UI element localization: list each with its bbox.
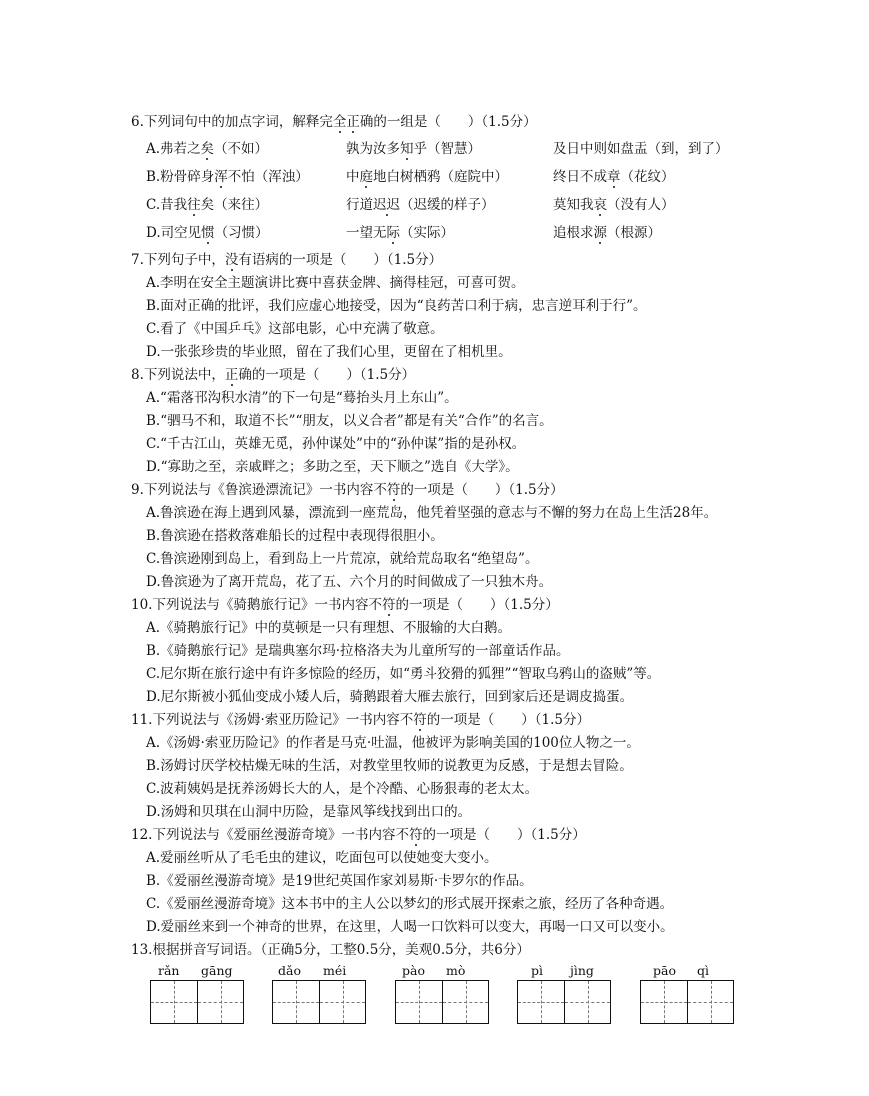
pinyin-label: jìng (570, 963, 594, 978)
q8-option-a: A.“霜落邗沟积水清”的下一句是“蓦抬头月上东山”。 (146, 390, 458, 406)
q6-option-d1: D.司空见惯（习惯） (146, 225, 269, 241)
q6-option-b2: 中庭地白树栖鸦（庭院中） (346, 169, 508, 185)
q9-option-b: B.鲁滨逊在搭救落难船长的过程中表现得很胆小。 (146, 528, 444, 544)
q9-stem: 9.下列说法与《鲁滨逊漂流记》一书内容不符的一项是（ ）（1.5分） (131, 482, 564, 498)
q6-option-b1: B.粉骨碎身浑不怕（浑浊） (146, 169, 309, 185)
pinyin-label: pāo (653, 963, 676, 978)
pinyin-label: qì (697, 963, 709, 978)
q7-option-a: A.李明在安全主题演讲比赛中喜获金牌、摘得桂冠，可喜可贺。 (146, 275, 525, 291)
q12-option-c: C.《爱丽丝漫游奇境》这本书中的主人公以梦幻的形式展开探索之旅，经历了各种奇遇。 (146, 896, 674, 912)
q8-option-b: B.“驷马不和，取道不长”“朋友，以义合者”都是有关“合作”的名言。 (146, 413, 553, 429)
writing-grid[interactable] (517, 980, 611, 1024)
q11-option-c: C.波莉姨妈是抚养汤姆长大的人，是个冷酷、心肠狠毒的老太太。 (146, 781, 539, 797)
q9-option-d: D.鲁滨逊为了离开荒岛，花了五、六个月的时间做成了一只独木舟。 (146, 574, 553, 590)
q10-option-d: D.尼尔斯被小狐仙变成小矮人后，骑鹅跟着大雁去旅行，回到家后还是调皮捣蛋。 (146, 689, 634, 705)
q7-option-d: D.一张张珍贵的毕业照，留在了我们心里，更留在了相机里。 (146, 344, 512, 360)
pinyin-label: rǎn (158, 963, 180, 978)
pinyin-label: mò (446, 963, 466, 978)
q10-option-c: C.尼尔斯在旅行途中有许多惊险的经历，如“勇斗狡猾的狐狸”“智取乌鸦山的盗贼”等。 (146, 666, 661, 682)
q11-option-b: B.汤姆讨厌学校枯燥无味的生活，对教堂里牧师的说教更为反感，于是想去冒险。 (146, 758, 633, 774)
q6-option-c3: 莫知我哀（没有人） (553, 197, 675, 213)
q10-option-b: B.《骑鹅旅行记》是瑞典塞尔玛·拉格洛夫为儿童所写的一部童话作品。 (146, 643, 570, 659)
writing-grid[interactable] (640, 980, 734, 1024)
pinyin-label: pì (531, 963, 543, 978)
pinyin-label: gāng (201, 963, 233, 978)
writing-grid[interactable] (150, 980, 244, 1024)
q6-stem: 6.下列词句中的加点字词，解释完全正确的一组是（ ）（1.5分） (131, 114, 537, 130)
q13-stem: 13.根据拼音写词语。（正确5分，工整0.5分，美观0.5分，共6分） (131, 942, 530, 958)
q8-option-c: C.“千古江山，英雄无觅，孙仲谋处”中的“孙仲谋”指的是孙权。 (146, 436, 526, 452)
q11-option-a: A.《汤姆·索亚历险记》的作者是马克·吐温，他被评为影响美国的100位人物之一。 (146, 735, 640, 751)
q6-option-a1: A.弗若之矣（不如） (146, 141, 269, 157)
q11-stem: 11.下列说法与《汤姆·索亚历险记》一书内容不符的一项是（ ）（1.5分） (131, 712, 590, 728)
q9-option-c: C.鲁滨逊刚到岛上，看到岛上一片荒凉，就给荒岛取名“绝望岛”。 (146, 551, 539, 567)
q6-option-d3: 追根求源（根源） (553, 225, 661, 241)
q10-option-a: A.《骑鹅旅行记》中的莫顿是一只有理想、不服输的大白鹅。 (146, 620, 512, 636)
writing-grid[interactable] (395, 980, 489, 1024)
pinyin-label: méi (323, 963, 347, 978)
pinyin-label: dǎo (278, 963, 301, 978)
q12-stem: 12.下列说法与《爱丽丝漫游奇境》一书内容不符的一项是（ ）（1.5分） (131, 827, 586, 843)
q6-option-d2: 一望无际（实际） (346, 225, 454, 241)
q12-option-d: D.爱丽丝来到一个神奇的世界，在这里，人喝一口饮料可以变大，再喝一口又可以变小。 (146, 919, 674, 935)
q6-option-c1: C.昔我往矣（来往） (146, 197, 269, 213)
q6-option-c2: 行道迟迟（迟缓的样子） (346, 197, 495, 213)
q8-stem: 8.下列说法中，正确的一项是（ ）（1.5分） (131, 367, 416, 383)
q7-stem: 7.下列句子中，没有语病的一项是（ ）（1.5分） (131, 252, 443, 268)
writing-cell[interactable] (518, 981, 564, 1023)
q6-option-a2: 孰为汝多知乎（智慧） (346, 141, 481, 157)
q9-option-a: A.鲁滨逊在海上遇到风暴，漂流到一座荒岛，他凭着坚强的意志与不懈的努力在岛上生活28年。 (146, 505, 718, 521)
writing-cell[interactable] (319, 981, 365, 1023)
writing-cell[interactable] (442, 981, 488, 1023)
writing-cell[interactable] (396, 981, 442, 1023)
writing-cell[interactable] (151, 981, 197, 1023)
writing-cell[interactable] (197, 981, 243, 1023)
q11-option-d: D.汤姆和贝琪在山洞中历险，是靠风筝线找到出口的。 (146, 804, 472, 820)
writing-cell[interactable] (564, 981, 610, 1023)
writing-grid[interactable] (272, 980, 366, 1024)
pinyin-label: pào (402, 963, 425, 978)
writing-cell[interactable] (687, 981, 733, 1023)
q6-option-a3: 及日中则如盘盂（到，到了） (553, 141, 729, 157)
q12-option-b: B.《爱丽丝漫游奇境》是19世纪英国作家刘易斯·卡罗尔的作品。 (146, 873, 533, 889)
writing-cell[interactable] (641, 981, 687, 1023)
q6-option-b3: 终日不成章（花纹） (553, 169, 675, 185)
q10-stem: 10.下列说法与《骑鹅旅行记》一书内容不符的一项是（ ）（1.5分） (131, 597, 559, 613)
q8-option-d: D.“寡助之至，亲戚畔之；多助之至，天下顺之”选自《大学》。 (146, 459, 519, 475)
writing-cell[interactable] (273, 981, 319, 1023)
q7-option-b: B.面对正确的批评，我们应虚心地接受，因为“良药苦口利于病，忠言逆耳利于行”。 (146, 298, 647, 314)
q7-option-c: C.看了《中国乒乓》这部电影，心中充满了敬意。 (146, 321, 444, 337)
q12-option-a: A.爱丽丝听从了毛毛虫的建议，吃面包可以使她变大变小。 (146, 850, 498, 866)
